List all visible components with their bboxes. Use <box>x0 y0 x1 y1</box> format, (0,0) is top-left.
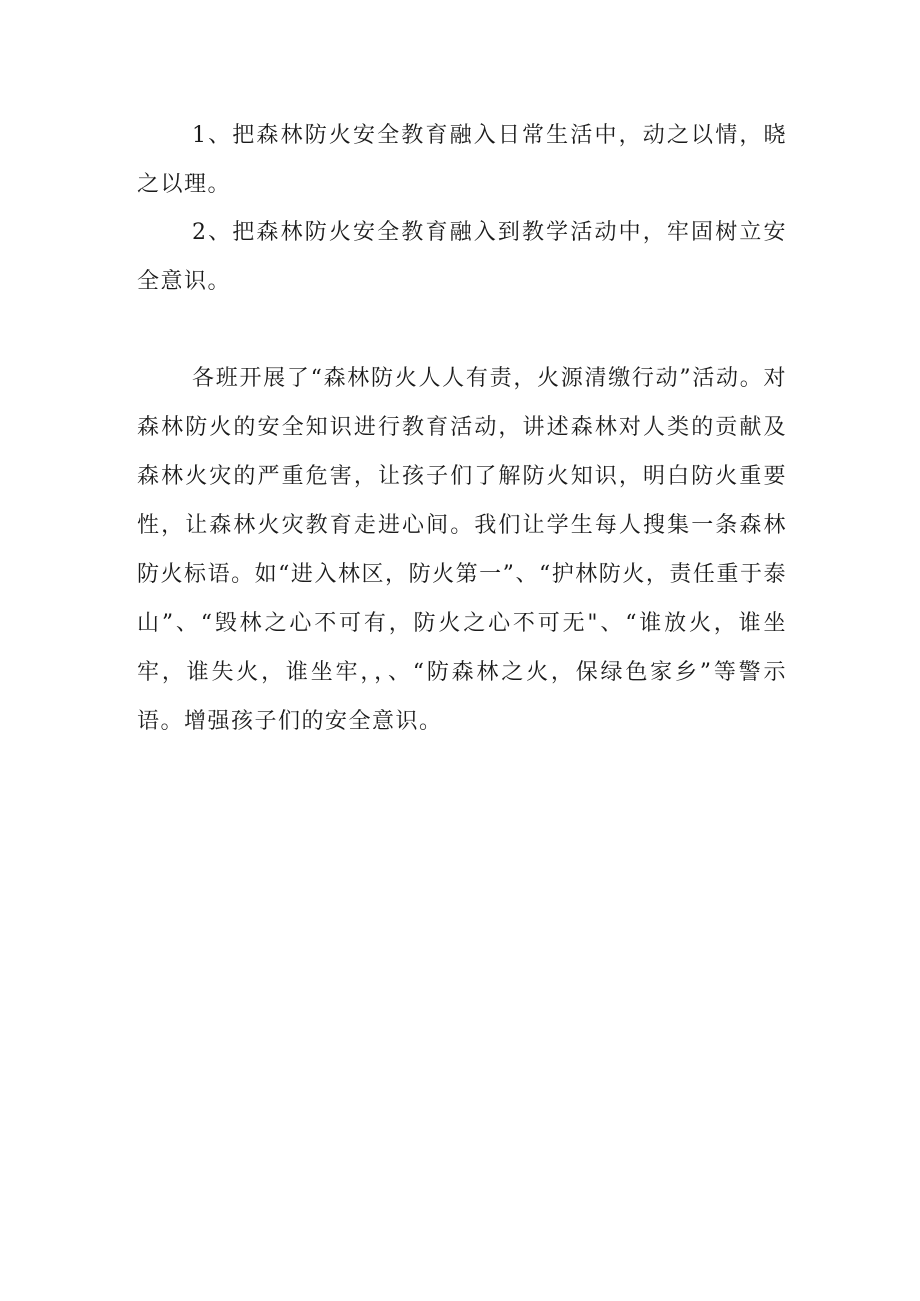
paragraph-item-1: 1、把森林防火安全教育融入日常生活中，动之以情，晓之以理。 <box>137 123 787 197</box>
paragraph-body: 各班开展了“森林防火人人有责，火源清缴行动”活动。对森林防火的安全知识进行教育活动，讲述森林对人类的贡献及森林火灾的严重危害，让孩子们了解防火知识，明白防火重要性，让森林火灾教育走进心间。我们让学生每人搜集一条森林防火标语。如“进入林区，防火第一”、“护林防火，责任重于泰山”、“毁林之心不可有，防火之心不可无"、“谁放火，谁坐牢，谁失火，谁坐牢，，、“防森林之火，保绿色家乡”等警示语。增强孩子们的安全意识。 <box>137 366 787 734</box>
paragraph-item-2: 2、把森林防火安全教育融入到教学活动中，牢固树立安全意识。 <box>137 220 787 294</box>
